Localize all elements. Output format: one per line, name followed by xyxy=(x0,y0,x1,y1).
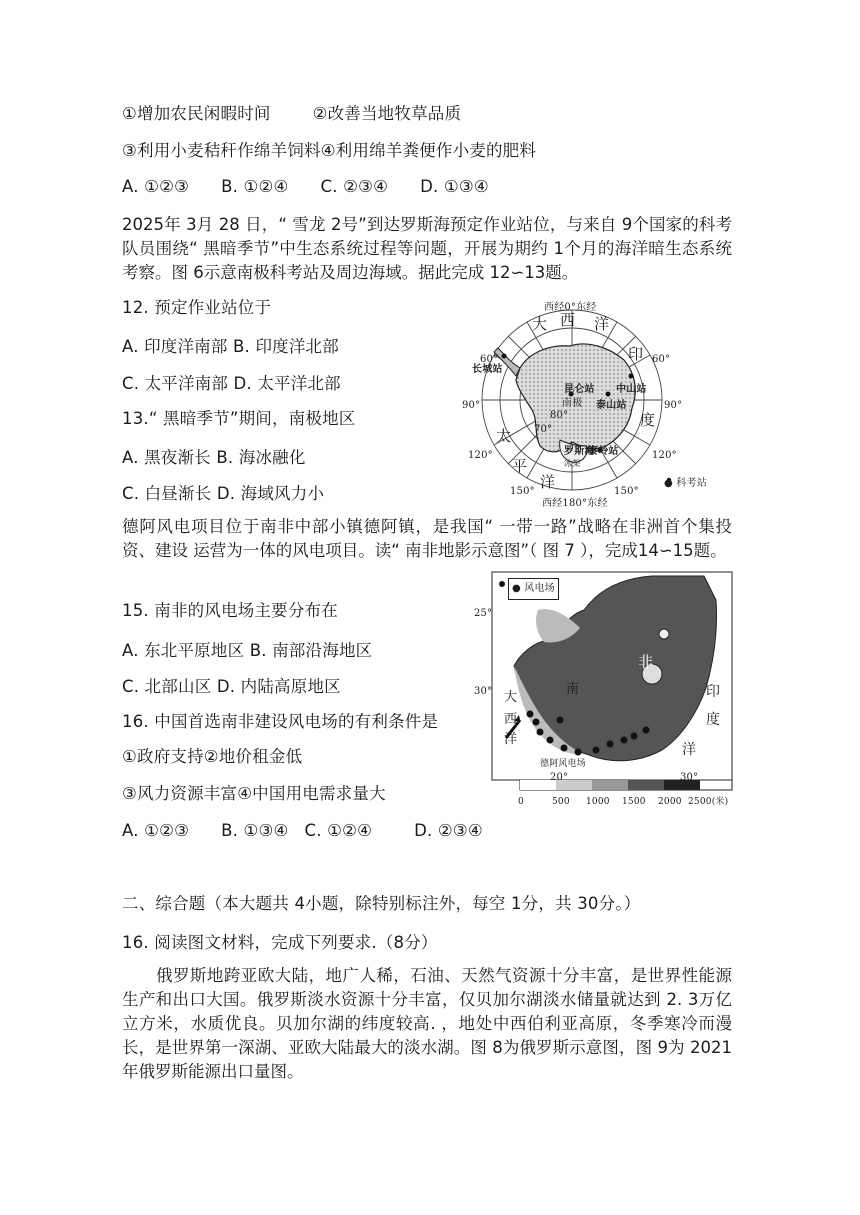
q11-option-3-4: ③利用小麦秸秆作绵羊饲料④利用绵羊粪便作小麦的肥料 xyxy=(122,141,537,160)
lat-30: 30° xyxy=(474,686,493,697)
scale-1000: 1000 xyxy=(586,797,610,807)
label-indian-3: 洋 xyxy=(682,742,697,758)
lat-70: 70° xyxy=(534,424,553,435)
lon-150e: 150° xyxy=(614,486,639,497)
q15-options-cd: C. 北部山区 D. 内陆高原地区 xyxy=(122,677,341,696)
ocean-pacific-1: 太 xyxy=(496,427,512,445)
label-qinling: 秦岭站 xyxy=(588,446,619,457)
sa-legend: ● 风电场 xyxy=(508,578,559,600)
q12-stem: 12. 预定作业站位于 xyxy=(122,298,272,317)
ocean-indian-1: 印 xyxy=(628,345,644,363)
scale-1500: 1500 xyxy=(622,797,646,807)
intro-14-15: 德阿风电项目位于南非中部小镇德阿镇，是我国“ 一带一路”战略在非洲首个集投资、建设 运营为一体的风电项目。读“ 南非地影示意图”（ 图 7 ），完成14∽15题。 xyxy=(122,517,732,560)
lon-90e: 90° xyxy=(664,400,683,411)
q16a-answer-choices xyxy=(122,821,483,841)
label-atlantic-2: 西 xyxy=(504,712,518,727)
q16a-stem: 16. 中国首选南非建设风电场的有利条件是 xyxy=(122,712,439,731)
q12-options-ab: A. 印度洋南部 B. 印度洋北部 xyxy=(122,337,339,356)
q15-options-ab: A. 东北平原地区 B. 南部沿海地区 xyxy=(122,641,373,660)
label-nan: 南 xyxy=(566,682,580,697)
q16a-options-2: ③风力资源丰富④中国用电需求量大 xyxy=(122,784,386,803)
label-indian-2: 度 xyxy=(706,712,721,728)
lon-120w: 120° xyxy=(468,450,493,461)
q15-stem: 15. 南非的风电场主要分布在 xyxy=(122,601,338,620)
q11-answer-choices xyxy=(122,177,489,197)
lon-30: 30° xyxy=(680,772,699,783)
lat-80: 80° xyxy=(550,410,569,421)
ocean-pacific-2: 平 xyxy=(512,457,528,475)
q16b-paragraph: 俄罗斯地跨亚欧大陆，地广人稀，石油、天然气资源十分丰富，是世界性能源生产和出口大国。俄罗斯淡水资源十分丰富，仅贝加尔湖淡水储量就达到 2. 3万亿立方米，水质优良。贝加尔湖的纬度较高. ，地处中西伯利亚高原，冬季寒冷而漫长，是世界第一深湖、亚欧大陆最大的淡水湖。图 8为俄罗斯示意图，图 9为 2021年俄罗斯能源出口量图。 xyxy=(122,966,732,1081)
ocean-indian-2: 度 xyxy=(640,411,656,429)
q11-option-1-2 xyxy=(122,104,461,124)
lon-60w: 60° xyxy=(480,354,499,365)
station-changcheng xyxy=(502,354,507,359)
label-south-pole: 南极 xyxy=(562,398,583,409)
q16a-choice-a: A. ①②③ xyxy=(122,821,190,840)
q16a-choice-b: B. ①③④ xyxy=(221,821,289,840)
q13-options-ab: A. 黑夜渐长 B. 海冰融化 xyxy=(122,448,306,467)
section-2-heading: 二、综合题（本大题共 4小题，除特别标注外，每空 1分，共 30分。） xyxy=(122,894,641,913)
q16a-options-1: ①政府支持②地价租金低 xyxy=(122,747,303,766)
label-changcheng: 长城站 xyxy=(472,364,503,375)
ocean-atlantic-2: 西 xyxy=(560,311,576,329)
scale-2500: 2500(米) xyxy=(688,797,729,807)
lon-20: 20° xyxy=(550,772,569,783)
label-kunlun: 昆仑站 xyxy=(564,384,595,395)
label-ice-shelf: 冰架 xyxy=(564,459,581,468)
label-dea-windfarm: 德阿风电场 xyxy=(540,759,587,769)
legend-windfarm-dot xyxy=(499,581,505,587)
q12-options-cd: C. 太平洋南部 D. 太平洋北部 xyxy=(122,374,341,393)
scale-2000: 2000 xyxy=(658,797,682,807)
q11-option-2: ②改善当地牧草品质 xyxy=(312,104,462,123)
ocean-pacific-3: 洋 xyxy=(540,473,556,491)
label-atlantic-3: 洋 xyxy=(504,732,518,747)
q16b-stem: 16. 阅读图文材料，完成下列要求.（8分） xyxy=(122,933,438,952)
q13-stem: 13.“ 黑暗季节”期间，南极地区 xyxy=(122,409,356,428)
station-zhongshan xyxy=(629,374,634,379)
q11-option-1: ①增加农民闲暇时间 xyxy=(122,104,271,123)
scale-0: 0 xyxy=(518,797,524,807)
label-taishan: 泰山站 xyxy=(596,400,627,411)
q11-choice-c: C. ②③④ xyxy=(320,177,389,196)
scale-500: 500 xyxy=(552,797,570,807)
q16a-choice-c: C. ①②④ xyxy=(304,821,373,840)
lon-120e: 120° xyxy=(652,450,677,461)
map-bottom-label: 西经180°东经 xyxy=(542,498,608,509)
ocean-atlantic-1: 大 xyxy=(532,315,548,333)
q11-choice-b: B. ①②④ xyxy=(221,177,289,196)
q13-options-cd: C. 白昼渐长 D. 海域风力小 xyxy=(122,484,325,503)
antarctica-map xyxy=(460,296,718,510)
label-indian-1: 印 xyxy=(706,684,721,700)
label-ross-sea: 罗斯海 xyxy=(564,446,595,457)
label-atlantic-1: 大 xyxy=(504,690,518,705)
lon-90w: 90° xyxy=(462,400,481,411)
lon-60e: 60° xyxy=(652,354,671,365)
q11-choice-a: A. ①②③ xyxy=(122,177,190,196)
map-top-label: 西经0°东经 xyxy=(544,302,597,313)
ocean-atlantic-3: 洋 xyxy=(594,315,610,333)
intro-12-13: 2025年 3月 28 日，“ 雪龙 2号”到达罗斯海预定作业站位，与来自 9个国家的科考队员围绕“ 黑暗季节”中生态系统过程等问题，开展为期约 1个月的海洋暗生态系统考察。图 6示意南极科考站及周边海域。据此完成 12∽13题。 xyxy=(122,215,732,282)
wind-site-marker xyxy=(659,629,669,639)
label-fei: 非 xyxy=(638,653,654,671)
south-africa-map xyxy=(474,570,736,808)
q11-choice-d: D. ①③④ xyxy=(420,177,489,196)
lat-25: 25° xyxy=(474,608,493,619)
label-zhongshan: 中山站 xyxy=(616,384,647,395)
map-legend: ● 科考站 xyxy=(664,478,707,489)
lon-150w: 150° xyxy=(510,486,535,497)
q16a-choice-d: D. ②③④ xyxy=(414,821,483,840)
